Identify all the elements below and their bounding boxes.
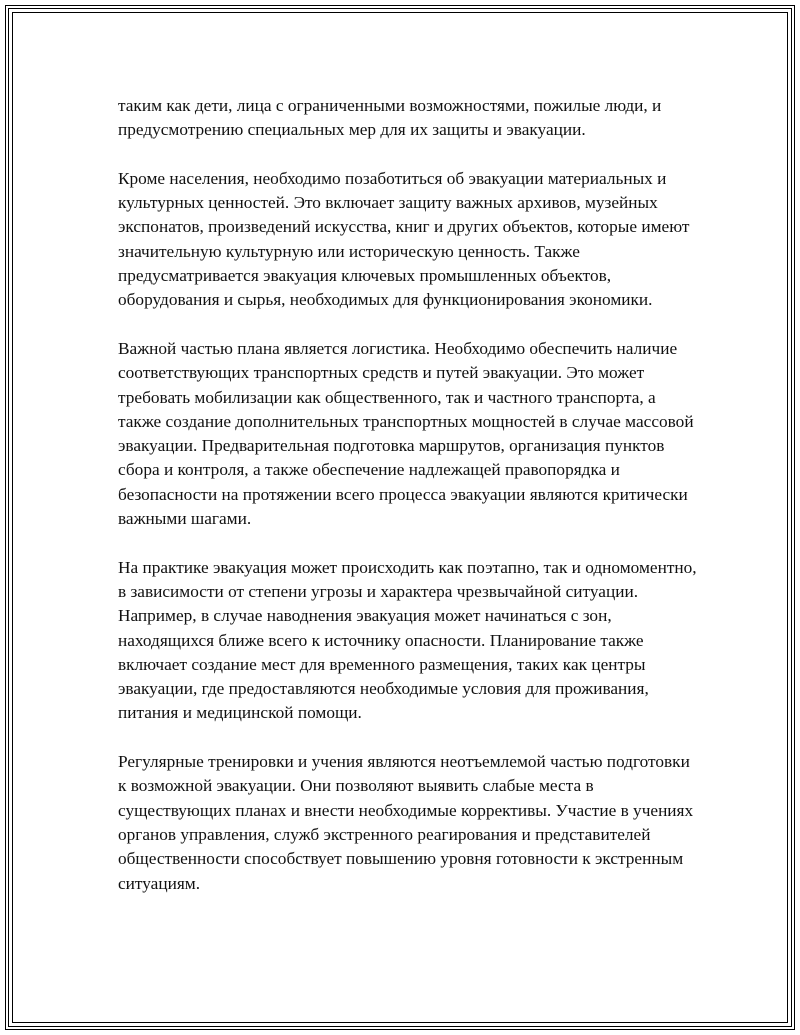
document-body <box>118 94 698 896</box>
paragraph-3: Важной частью плана является логистика. Необходимо обеспечить наличие соответствующих транспортных средств и путей эвакуации. Это может требовать мобилизации как общественного, так и частного транспорта, а также создание дополнительных транспортных мощностей в случае массовой эвакуации. Предварительная подготовка маршрутов, организация пунктов сбора и контроля, а также обеспечение надлежащей правопорядка и безопасности на протяжении всего процесса эвакуации являются критически важными шагами. <box>118 338 694 529</box>
paragraph-5: Регулярные тренировки и учения являются неотъемлемой частью подготовки к возможной эвакуации. Они позволяют выявить слабые места в существующих планах и внести необходимые коррективы. Участие в учениях органов управления, служб экстренного реагирования и представителей общественности способствует повышению уровня готовности к экстренным ситуациям. <box>118 752 694 893</box>
paragraph-2: Кроме населения, необходимо позаботиться об эвакуации материальных и культурных ценностей. Это включает защиту важных архивов, музейных экспонатов, произведений искусства, книг и других объектов, которые имеют значительную культурную или историческую ценность. Также предусматривается эвакуация ключевых промышленных объектов, оборудования и сырья, необходимых для функционирования экономики. <box>118 168 690 310</box>
paragraph-1: таким как дети, лица с ограниченными возможностями, пожилые люди, и предусмотрению специальных мер для их защиты и эвакуации. <box>118 96 662 140</box>
paragraph-4: На практике эвакуация может происходить как поэтапно, так и одномоментно, в зависимости от степени угрозы и характера чрезвычайной ситуации. Например, в случае наводнения эвакуация может начинаться с зон, находящихся ближе всего к источнику опасности. Планирование также включает создание мест для временного размещения, таких как центры эвакуации, где предоставляются необходимые условия для проживания, питания и медицинской помощи. <box>118 557 697 723</box>
